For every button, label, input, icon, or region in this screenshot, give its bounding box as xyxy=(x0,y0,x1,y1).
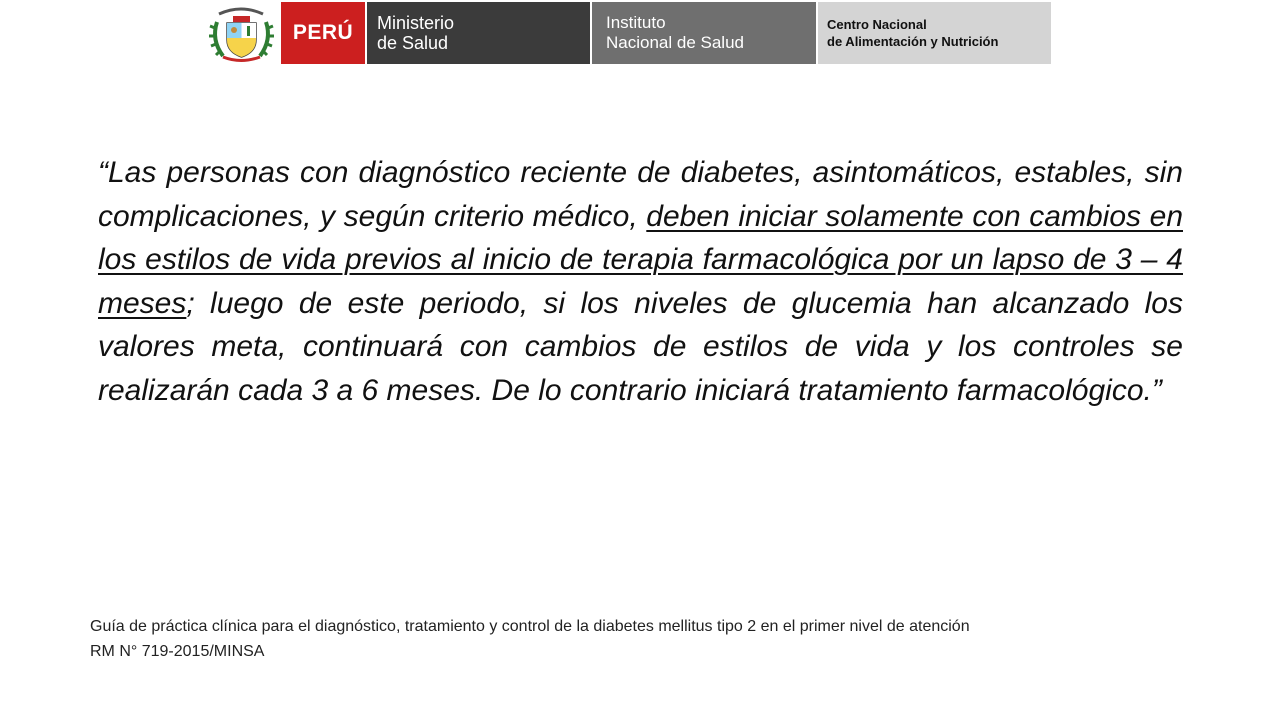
instituto-line2: Nacional de Salud xyxy=(606,33,744,52)
instituto-line1: Instituto xyxy=(606,13,666,32)
coat-of-arms-logo xyxy=(203,2,280,64)
ministerio-line1: Ministerio xyxy=(377,13,455,33)
coat-of-arms-emblem xyxy=(203,2,280,64)
header-logo-bar xyxy=(203,2,1051,64)
source-citation xyxy=(90,614,1240,664)
main-quote xyxy=(98,151,1183,412)
ministerio-de-salud-label xyxy=(365,2,590,64)
source-line1: Guía de práctica clínica para el diagnóstico, tratamiento y control de la diabetes mellitus tipo 2 en el primer nivel de atención xyxy=(90,618,970,635)
ministerio-line2: de Salud xyxy=(377,33,449,53)
quote-underlined: deben iniciar solamente con cambios en los estilos de vida previos al inicio de terapia farmacológica por un lapso de 3 – 4 meses xyxy=(98,199,1183,320)
centro-nacional-label xyxy=(816,2,1051,64)
centro-line2: de Alimentación y Nutrición xyxy=(827,34,999,49)
instituto-nacional-label xyxy=(590,2,816,64)
source-line2: RM N° 719-2015/MINSA xyxy=(90,643,265,660)
quote-part2: ; luego de este periodo, si los niveles de glucemia han alcanzado los valores meta, continuará con cambios de estilos de vida y los controles se realizarán cada 3 a 6 meses. De lo contrario iniciará tratamiento farmacológico.” xyxy=(98,286,1183,407)
peru-label: PERÚ xyxy=(280,2,365,64)
centro-line1: Centro Nacional xyxy=(827,17,927,32)
quote-part1: “Las personas con diagnóstico reciente de diabetes, asintomáticos, estables, sin complicaciones, y según criterio médico, xyxy=(98,156,1183,233)
